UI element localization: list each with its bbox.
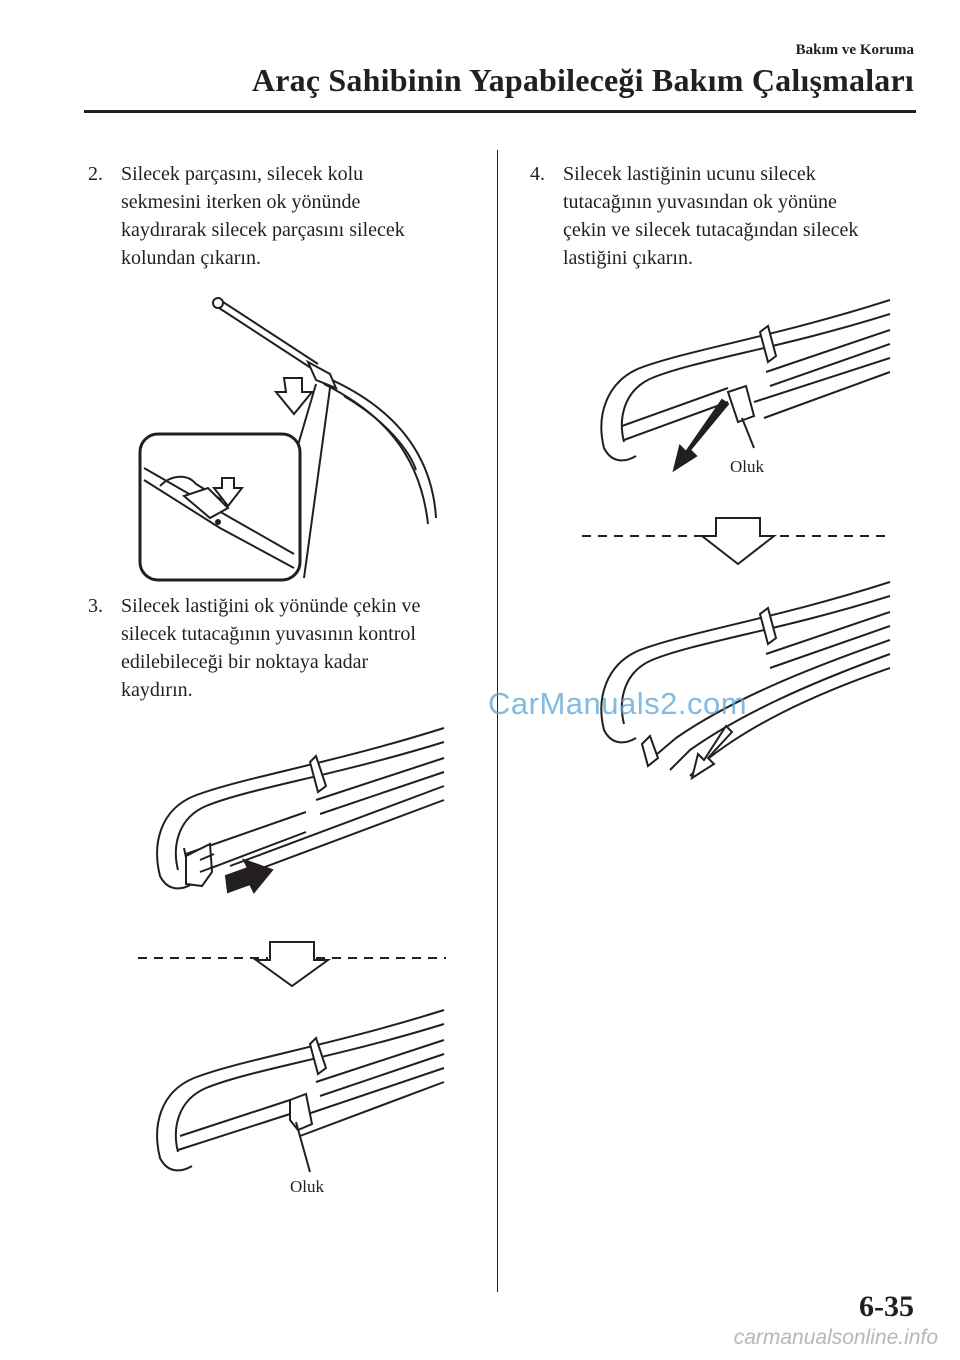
figure-slide-rubber (130, 716, 450, 1200)
step-number: 2. (88, 163, 103, 185)
step-number: 4. (530, 163, 545, 185)
step-4 (530, 160, 858, 272)
page-title: Araç Sahibinin Yapabileceği Bakım Çalışmaları (251, 62, 914, 98)
footer-band (0, 1322, 960, 1360)
step-text-line: Silecek lastiğinin ucunu silecek (563, 163, 816, 185)
step-text-line: kaydırarak silecek parçasını silecek (121, 219, 405, 241)
step-text-line: sekmesini iterken ok yönünde (121, 191, 361, 213)
header-rule (84, 110, 916, 113)
watermark-text: CarManuals2.com (488, 686, 748, 721)
step-text-line: edilebileceği bir noktaya kadar (121, 651, 369, 673)
step-text-line: lastiğini çıkarın. (563, 247, 693, 269)
groove-label: Oluk (730, 457, 764, 476)
step-number: 3. (88, 595, 103, 617)
page-number: 6-35 (859, 1290, 914, 1323)
step-text-line: Silecek parçasını, silecek kolu (121, 163, 364, 185)
step-2 (88, 160, 405, 272)
step-text-line: Silecek lastiğini ok yönünde çekin ve (121, 595, 421, 617)
section-title: Bakım ve Koruma (795, 42, 914, 58)
step-text-line: silecek tutacağının yuvasının kontrol (121, 623, 416, 645)
step-3 (88, 592, 420, 704)
figure-wiper-arm-removal (130, 292, 460, 588)
step-text-line: kaydırın. (121, 679, 193, 701)
step-text-line: tutacağının yuvasından ok yönüne (563, 191, 837, 213)
groove-label: Oluk (290, 1177, 324, 1196)
step-text-line: çekin ve silecek tutacağından silecek (563, 219, 859, 241)
step-text-line: kolundan çıkarın. (121, 247, 261, 269)
footer-site-link[interactable]: carmanualsonline.info (733, 1326, 938, 1349)
